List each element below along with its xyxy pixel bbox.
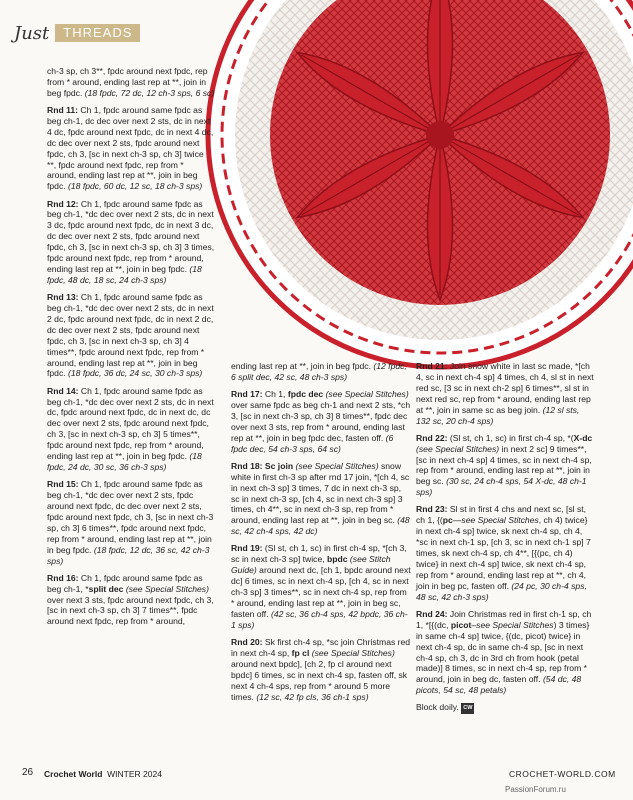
cw-end-badge: CW [461,703,474,714]
block-instruction: Block doily. CW [416,702,473,713]
publication-info: Crochet World WINTER 2024 [44,769,162,779]
round-13: Rnd 13: Ch 1, fpdc around same fpdc as beg ch-1, *dc dec over next 2 sts, dc in next 2 dc, fpdc around next fpdc, dc in next 2 dc, dc dec over next 2 sts, fpdc around next fpdc, ch 3, [sc in next ch-3 sp, ch 3] 4 times**, fpdc around next fpdc, rep from * around, ending last rep at **, join in beg fpdc. (18 fpdc, 36 dc, 24 sc, 30 ch-3 sps) [47,292,214,379]
section-header [14,22,140,44]
doily-photo [190,0,633,385]
round-11: Rnd 11: Ch 1, fpdc around same fpdc as beg ch-1, dc dec over next 2 sts, dc in next 4 dc, fpdc around next fpdc, dc in next 4 dc, dc dec over next 2 sts, fpdc around next fpdc, ch 3, [sc in next ch-3 sp, ch 3] twice **, fpdc around next fpdc, rep from * around, ending last rep at **, join in beg fpdc. (18 fpdc, 60 dc, 12 sc, 18 ch-3 sps) [47,105,214,192]
page-footer [0,764,633,784]
round-19: Rnd 19: (Sl st, ch 1, sc) in first ch-4 sp, *[ch 3, sc in next ch-3 sp] twice, bpdc (see Stitch Guide) around next dc, [ch 1, bpdc around next dc] 6 times, sc in next ch-4 sp, [ch 4, sc in next ch-3 sp] 3 times**, sc in next ch-4 sp, rep from * around, ending last rep at **, join in beg sc, fasten off. (42 sc, 36 ch-4 sps, 42 bpdc, 36 ch-1 sps) [231,543,411,630]
instructions-column-2 [231,361,411,709]
watermark: PassionForum.ru [505,785,566,794]
round-14: Rnd 14: Ch 1, fpdc around same fpdc as beg ch-1, *dc dec over next 2 sts, dc in next dc, fpdc around next fpdc, dc in next dc, dc dec over next 2 sts, fpdc around next fpdc, ch 3, [sc in next ch-3 sp, ch 3] 5 times**, fpdc around next fpdc, rep from * around, ending last rep at **, join in beg fpdc. (18 fpdc, 24 dc, 30 sc, 36 ch-3 sps) [47,385,214,472]
page-number: 26 [22,767,34,778]
round-18: Rnd 18: Sc join (see Special Stitches) snow white in first ch-3 sp after rnd 17 join, *[ch 4, sc in next ch-3 sp] 3 times, 7 dc in next ch-3 sp, sc in next ch-3 sp, [ch 4, sc in next ch-3 sp] 3 times, ch 4**, sc in next ch-3 sp, rep from * around, ending last rep at **, join in beg sc. (48 sc, 42 ch-4 sps, 42 dc) [231,460,410,537]
round-16: Rnd 16: Ch 1, fpdc around same fpdc as beg ch-1, *split dec (see Special Stitches) over next 3 sts, fpdc around next fpdc, ch 3, [sc in next ch-3 sp, ch 3] 7 times**, fpdc around next fpdc, rep from * around, [47,572,214,627]
instructions-column-1 [47,66,215,634]
instructions-column-3 [416,361,596,720]
round-20: Rnd 20: Sk first ch-4 sp, *sc join Christmas red in next ch-4 sp, fp cl (see Special Stitches) around next bpdc], [ch 2, fp cl around next bpdc] 6 times, sc in next ch-4 sp, fasten off, sk next 4 ch-4 sps, rep from * around 5 more times. (12 sc, 42 fp cls, 36 ch-1 sps) [231,637,411,702]
website-link[interactable]: CROCHET-WORLD.COM [509,769,616,779]
round-24: Rnd 24: Join Christmas red in first ch-1 sp, ch 1, *[{(dc, picot–see Special Stitches) 3 times} in same ch-4 sp] twice, {(dc, picot) twice} in next ch-4 sp, dc in same ch-4 sp, [sc in next ch-4 sp, ch 3, dc in 3rd ch from hook (petal made)] 8 times, sc in next ch-4 sp, rep from * around, join in beg dc, fasten off. (54 dc, 48 picots, 54 sc, 48 petals) [416,608,592,696]
header-just: Just [14,22,50,44]
round-23: Rnd 23: Sl st in first 4 chs and next sc, [sl st, ch 1, {(pc—see Special Stitches, ch 4) twice} in next ch-4 sp] twice, sk next ch-4 sp, ch 4, *sc in next ch-1 sp, [ch 3, sc in next ch-1 sp] 7 times, sk next ch-4 sp, ch 4**, [{(pc, ch 4) twice} in next ch-4 sp] twice, sk next ch-4 sp, rep from * around, ending last rep at **, ch 4, join in beg pc, fasten off. (24 pc, 30 ch-4 sps, 48 sc, 42 ch-3 sps) [416,504,591,602]
round-22: Rnd 22: (Sl st, ch 1, sc) in first ch-4 sp, *(X-dc (see Special Stitches) in next 2 sc] 9 times**, [sc in next ch-4 sp] 4 times, sc in next ch-4 sp, rep from * around, ending last rep at **, join in beg sc. (30 sc, 24 ch-4 sps, 54 X-dc, 48 ch-1 sps) [416,432,593,498]
round-21: Rnd 21: Join snow white in last sc made, *[ch 4, sc in next ch-4 sp] 4 times, ch 4, sl st in next red sc, [3 sc in next ch-2 sp] 6 times**, sl st in next red sc, rep from * around, ending last rep at **, join in same sc as beg join. (12 sl sts, 132 sc, 20 ch-4 sps) [416,361,594,426]
round-paragraph: ch-3 sp, ch 3**, fpdc around next fpdc, rep from * around, ending last rep at **, join in beg fpdc. (18 fpdc, 72 dc, 12 ch-3 sps, 6 sc) [47,66,215,98]
header-section-tag: THREADS [55,24,140,42]
round-15: Rnd 15: Ch 1, fpdc around same fpdc as beg ch-1, *dc dec over next 2 sts, fpdc around next fpdc, dc dec over next 2 sts, fpdc around next fpdc, ch 3, [sc in next ch-3 sp, ch 3] 6 times**, fpdc around next fpdc, rep from * around, ending last rep at **, join in beg fpdc. (18 fpdc, 12 dc, 36 sc, 42 ch-3 sps) [47,479,214,566]
round-16-continued: ending last rep at **, join in beg fpdc. (12 fpdc, 6 split dec, 42 sc, 48 ch-3 sps) [231,361,407,382]
round-17: Rnd 17: Ch 1, fpdc dec (see Special Stitches) over same fpdc as beg ch-1 and next 2 sts, *ch 3, [sc in next ch-3 sp, ch 3] 8 times**, fpdc dec over next 3 sts, rep from * around, ending last rep at **, join in beg fpdc dec, fasten off. (6 fpdc dec, 54 ch-3 sps, 64 sc) [231,389,411,454]
round-12: Rnd 12: Ch 1, fpdc around same fpdc as beg ch-1, *dc dec over next 2 sts, dc in next 3 dc, fpdc around next fpdc, dc in next 3 dc, dc dec over next 2 sts, fpdc around next fpdc, ch 3, [sc in next ch-3 sp, ch 3] 3 times, fpdc around next fpdc, rep from * around, ending last rep at **, join in beg fpdc. (18 fpdc, 48 dc, 18 sc, 24 ch-3 sps) [47,198,215,285]
